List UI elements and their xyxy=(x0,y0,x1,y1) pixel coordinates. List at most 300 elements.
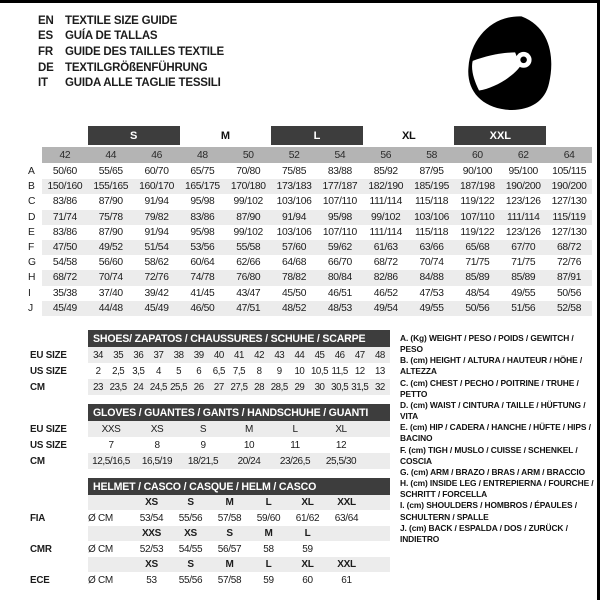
measurement-cell: 115/118 xyxy=(414,196,449,208)
shoes-cell: 10 xyxy=(294,365,305,377)
measurement-cell: 84/88 xyxy=(409,270,455,285)
measurement-row xyxy=(26,301,592,316)
helmet-value-cell: 59 xyxy=(302,543,313,555)
gloves-cell: 12 xyxy=(335,439,347,451)
measurement-row xyxy=(26,270,592,285)
shoes-cell: 37 xyxy=(153,349,164,361)
shoes-cell: 6,5 xyxy=(212,365,225,377)
legend-item: A. (Kg) WEIGHT / PESO / POIDS / GEWITCH / PESO xyxy=(400,333,574,355)
measurement-cell: 52/58 xyxy=(546,301,592,316)
helmet-value-cell: 53 xyxy=(146,574,157,586)
size-header-cell: 54 xyxy=(317,147,363,163)
measurement-cell: 41/45 xyxy=(190,287,215,299)
measurement-cell: 95/98 xyxy=(190,196,215,208)
measurement-cell: 99/102 xyxy=(233,196,263,208)
shoes-row xyxy=(30,347,390,363)
measurement-cell: 107/110 xyxy=(322,196,357,208)
measurement-cell: 55/58 xyxy=(225,240,271,255)
size-group-m: M xyxy=(220,129,230,142)
shoes-cell: 24,5 xyxy=(149,381,167,393)
gloves-cell: L xyxy=(292,423,298,435)
helmet-size-header-row xyxy=(30,557,390,572)
measurement-cell: 99/102 xyxy=(363,210,409,225)
gloves-cell: 18/21,5 xyxy=(187,455,219,467)
section-header-row xyxy=(30,404,390,421)
measurement-cell: 90/100 xyxy=(462,166,493,178)
measurement-cell: 49/54 xyxy=(363,301,409,316)
gloves-cell: 25,5/30 xyxy=(325,455,357,467)
size-header-cell: 58 xyxy=(409,147,455,163)
measurement-cell: 99/102 xyxy=(233,226,263,238)
helmet-size-cell: XS xyxy=(145,497,158,508)
measurement-cell: 127/130 xyxy=(551,196,587,208)
measurement-cell: 187/198 xyxy=(454,179,500,194)
measurement-cell: 83/86 xyxy=(52,196,77,208)
measurement-cell: 57/60 xyxy=(271,240,317,255)
measurement-cell: 173/183 xyxy=(271,179,317,194)
measurement-cell: 56/60 xyxy=(98,257,123,269)
measurement-row xyxy=(26,225,592,240)
measurement-cell: 111/114 xyxy=(369,196,402,208)
row-letter: C xyxy=(28,196,36,208)
helmet-value-cell: 60 xyxy=(302,574,313,586)
measurement-cell: 170/180 xyxy=(225,179,271,194)
helmet-icon xyxy=(460,14,566,112)
measurement-cell: 44/48 xyxy=(88,301,134,316)
guide-title: GUIDE DES TAILLES TEXTILE xyxy=(65,45,224,58)
row-label xyxy=(30,526,88,541)
measurement-cell: 103/106 xyxy=(409,210,455,225)
gloves-title-bar: GLOVES / GUANTES / GANTS / HANDSCHUHE / GUANTI xyxy=(88,404,390,421)
measurement-cell: 35/38 xyxy=(52,287,77,299)
row-letter: G xyxy=(28,257,36,269)
gloves-cell: 20/24 xyxy=(237,455,261,467)
size-group-row xyxy=(26,126,592,145)
measurement-cell: 72/76 xyxy=(557,257,582,269)
measurement-cell: 107/110 xyxy=(454,210,500,225)
measurement-cell: 185/195 xyxy=(409,179,455,194)
helmet-value-cell: 56/57 xyxy=(217,543,242,555)
legend-item: D. (cm) WAIST / CINTURA / TAILLE / HÜFTUNG / VITA xyxy=(400,399,586,422)
helmet-values xyxy=(88,572,390,588)
helmet-size-cell: XXL xyxy=(337,559,356,570)
helmet-standard-row xyxy=(30,541,390,557)
measurement-cell: 177/187 xyxy=(317,179,363,194)
size-header-cell: 60 xyxy=(454,147,500,163)
size-group-xl: XL xyxy=(401,129,416,142)
helmet-size-cell: M xyxy=(225,559,234,570)
size-header-cell: 46 xyxy=(134,147,180,163)
measurement-cell: 95/98 xyxy=(190,226,215,238)
measurement-cell: 95/98 xyxy=(317,210,363,225)
measurement-cell: 60/70 xyxy=(144,166,169,178)
measurement-cell: 45/50 xyxy=(282,287,307,299)
measurement-cell: 45/49 xyxy=(42,301,88,316)
shoes-cell: 26 xyxy=(193,381,204,393)
top-border xyxy=(0,0,600,3)
measurement-cell: 43/47 xyxy=(236,287,261,299)
measurement-cell: 66/70 xyxy=(327,257,352,269)
legend-item: H. (cm) INSIDE LEG / ENTREPIERNA / FOURCHE / SCHRITT / FORCELLA xyxy=(400,478,594,500)
measurement-cell: 165/175 xyxy=(179,179,225,194)
shoes-cell: 11,5 xyxy=(331,365,348,377)
gloves-cell: 7 xyxy=(108,439,114,451)
measurement-cell: 71/74 xyxy=(42,210,88,225)
measurement-cell: 61/63 xyxy=(363,240,409,255)
size-header-cell: 48 xyxy=(179,147,225,163)
size-header-cell: 50 xyxy=(225,147,271,163)
measurement-cell: 48/52 xyxy=(271,301,317,316)
measurement-cell: 72/76 xyxy=(134,270,180,285)
row-letter: D xyxy=(28,211,36,223)
measurement-cell: 83/86 xyxy=(179,210,225,225)
measurement-cell: 48/54 xyxy=(465,287,490,299)
row-label: US SIZE xyxy=(30,439,67,451)
shoes-cell: 23 xyxy=(93,381,103,393)
measurement-cell: 87/95 xyxy=(419,166,444,178)
shoes-cell: 12 xyxy=(354,365,365,377)
measurement-cell: 119/122 xyxy=(460,226,495,238)
shoes-cell: 27 xyxy=(213,381,224,393)
measurement-cell: 190/200 xyxy=(500,179,546,194)
measurement-cell: 190/200 xyxy=(546,179,592,194)
helmet-values xyxy=(88,510,390,526)
helmet-sizes xyxy=(88,557,390,572)
measurement-cell: 79/82 xyxy=(134,210,180,225)
measurement-cell: 49/52 xyxy=(88,240,134,255)
standard-label: ECE xyxy=(30,574,50,586)
measurement-cell: 49/55 xyxy=(511,287,536,299)
measurement-legend xyxy=(400,333,596,545)
measurement-cell: 49/55 xyxy=(409,301,455,316)
legend-item: J. (cm) BACK / ESPALDA / DOS / ZURÜCK / INDIETRO xyxy=(400,522,568,544)
shoes-row xyxy=(30,363,390,379)
measurement-cell: 87/90 xyxy=(225,210,271,225)
measurement-cell: 87/91 xyxy=(546,270,592,285)
helmet-value-cell: 57/58 xyxy=(217,574,242,586)
measurement-cell: 74/78 xyxy=(179,270,225,285)
measurement-cell: 155/165 xyxy=(88,179,134,194)
gloves-cell: 9 xyxy=(200,439,206,451)
measurement-cell: 39/42 xyxy=(144,287,169,299)
measurement-row xyxy=(26,210,592,225)
measurement-cell: 103/106 xyxy=(276,196,312,208)
shoes-cell: 7,5 xyxy=(232,365,246,377)
measurement-cell: 160/170 xyxy=(134,179,180,194)
measurement-cell: 70/74 xyxy=(88,270,134,285)
helmet-size-cell: XXS xyxy=(141,528,162,539)
guide-title: GUIDA ALLE TAGLIE TESSILI xyxy=(65,77,221,90)
measurement-cell: 70/80 xyxy=(236,166,261,178)
helmet-standard-row xyxy=(30,510,390,526)
gloves-cell: 12,5/16,5 xyxy=(92,455,130,467)
measurement-cell: 87/90 xyxy=(98,196,123,208)
gloves-cell: 16,5/19 xyxy=(141,455,173,467)
measurement-cell: 47/50 xyxy=(42,240,88,255)
row-letter: A xyxy=(28,166,35,178)
measurement-cell: 68/72 xyxy=(546,240,592,255)
section-header-row xyxy=(30,478,390,495)
measurement-cell: 107/110 xyxy=(322,226,357,238)
size-header-cell: 56 xyxy=(363,147,409,163)
shoes-cell: 3,5 xyxy=(132,365,145,377)
row-label: US SIZE xyxy=(30,365,67,377)
measurement-cell: 105/115 xyxy=(552,166,587,178)
measurement-cell: 85/92 xyxy=(373,166,398,178)
legend-item: G. (cm) ARM / BRAZO / BRAS / ARM / BRACCIO xyxy=(400,466,586,477)
helmet-size-cell: L xyxy=(265,559,272,570)
helmet-value-cell: 52/53 xyxy=(139,543,164,555)
shoes-cell: 45 xyxy=(314,349,325,361)
row-label: EU SIZE xyxy=(30,349,67,361)
gloves-row xyxy=(30,421,390,437)
shoes-title-bar: SHOES/ ZAPATOS / CHAUSSURES / SCHUHE / SCARPE xyxy=(88,330,390,347)
section-header-row xyxy=(30,330,390,347)
measurement-cell: 48/53 xyxy=(317,301,363,316)
standard-label: FIA xyxy=(30,512,46,524)
measurement-cell: 51/54 xyxy=(134,240,180,255)
language-code: IT xyxy=(38,77,48,90)
size-header-cell: 52 xyxy=(271,147,317,163)
measurement-cell: 50/60 xyxy=(52,166,77,178)
measurement-row xyxy=(26,179,592,194)
row-label: CM xyxy=(30,381,45,393)
row-letter: H xyxy=(28,272,36,284)
legend-item: B. (cm) HEIGHT / ALTURA / HAUTEUR / HÖHE / ALTEZZA xyxy=(400,355,583,377)
shoes-cell: 46 xyxy=(334,349,345,361)
language-row xyxy=(38,75,224,91)
shoes-cell: 42 xyxy=(254,349,265,361)
helmet-value-cell: 53/54 xyxy=(139,512,164,524)
size-group-s: S xyxy=(88,126,180,145)
row-letter: B xyxy=(28,181,35,193)
measurement-row xyxy=(26,194,592,209)
gloves-cell: 11 xyxy=(290,439,300,451)
helmet-title-bar: HELMET / CASCO / CASQUE / HELM / CASCO xyxy=(88,478,390,495)
helmet-size-table xyxy=(30,478,390,588)
shoes-cell: 30,5 xyxy=(331,381,349,393)
measurement-cell: 127/130 xyxy=(551,226,587,238)
measurement-cell: 87/90 xyxy=(98,226,123,238)
shoes-cell: 13 xyxy=(374,365,385,377)
shoes-cell: 44 xyxy=(294,349,305,361)
measurement-cell: 59/62 xyxy=(317,240,363,255)
gloves-values xyxy=(88,453,390,469)
helmet-size-cell: XXL xyxy=(337,497,356,508)
helmet-size-header-row xyxy=(30,495,390,510)
gloves-cell: XS xyxy=(150,423,164,435)
measurement-cell: 91/94 xyxy=(144,196,169,208)
shoes-cell: 43 xyxy=(274,349,285,361)
shoes-cell: 28,5 xyxy=(270,381,288,393)
language-row xyxy=(38,29,224,45)
apparel-size-table xyxy=(26,126,592,316)
helmet-size-header-row xyxy=(30,526,390,541)
row-label xyxy=(30,478,88,495)
measurement-row xyxy=(26,286,592,301)
shoes-cell: 27,5 xyxy=(230,381,248,393)
gloves-cell: 23/26,5 xyxy=(279,455,311,467)
measurement-cell: 123/126 xyxy=(505,226,541,238)
shoes-cell: 30 xyxy=(314,381,325,393)
language-row xyxy=(38,13,224,29)
helmet-value-cell: 61/62 xyxy=(295,512,320,524)
measurement-cell: 71/75 xyxy=(465,257,490,269)
guide-title: TEXTILGRÖßENFÜHRUNG xyxy=(65,61,208,74)
gloves-cell: XL xyxy=(335,423,347,435)
row-letter: E xyxy=(28,226,35,238)
shoes-cell: 4 xyxy=(155,365,161,377)
measurement-cell: 47/51 xyxy=(225,301,271,316)
shoes-cell: 39 xyxy=(193,349,204,361)
helmet-size-cell: L xyxy=(265,497,272,508)
row-label xyxy=(30,557,88,572)
helmet-size-cell: XL xyxy=(301,497,314,508)
letter-gutter xyxy=(26,147,42,163)
language-title-list xyxy=(38,13,224,91)
measurement-row xyxy=(26,164,592,179)
gloves-cell: M xyxy=(245,423,253,435)
measurement-cell: 75/78 xyxy=(88,210,134,225)
measurement-cell: 68/72 xyxy=(42,270,88,285)
measurement-cell: 83/88 xyxy=(327,166,352,178)
language-code: ES xyxy=(38,30,53,43)
measurement-cell: 47/53 xyxy=(419,287,444,299)
shoes-cell: 41 xyxy=(234,349,244,361)
helmet-size-cell: XS xyxy=(145,559,158,570)
standard-label: CMR xyxy=(30,543,52,555)
helmet-sizes xyxy=(88,526,390,541)
measurement-cell: 123/126 xyxy=(505,196,541,208)
guide-title: GUÍA DE TALLAS xyxy=(65,30,158,43)
helmet-sizes xyxy=(88,495,390,510)
gloves-cell: S xyxy=(199,423,207,435)
size-group-l: L xyxy=(271,126,363,145)
shoes-row xyxy=(30,379,390,395)
shoes-cell: 38 xyxy=(173,349,184,361)
size-header-cell: 42 xyxy=(42,147,88,163)
helmet-size-cell: M xyxy=(264,528,273,539)
measurement-cell: 65/75 xyxy=(190,166,215,178)
helmet-size-cell: XS xyxy=(184,528,197,539)
helmet-value-cell: 55/56 xyxy=(178,574,203,586)
gloves-cell: 10 xyxy=(243,439,255,451)
gloves-row xyxy=(30,437,390,453)
helmet-values xyxy=(88,541,390,557)
measurement-cell: 182/190 xyxy=(363,179,409,194)
row-label: CM xyxy=(30,455,45,467)
helmet-size-cell: S xyxy=(187,559,194,570)
language-row xyxy=(38,60,224,76)
legend-item: I. (cm) SHOULDERS / HOMBROS / ÉPAULES / SCHULTERN / SPALLE xyxy=(400,500,577,522)
shoes-cell: 36 xyxy=(133,349,144,361)
helmet-value-cell: 54/55 xyxy=(178,543,203,555)
measurement-cell: 119/122 xyxy=(460,196,495,208)
gloves-values xyxy=(88,437,390,453)
helmet-value-cell: 59/60 xyxy=(256,512,281,524)
helmet-value-cell: 63/64 xyxy=(334,512,359,524)
gloves-cell: 8 xyxy=(154,439,160,451)
measurement-cell: 80/84 xyxy=(317,270,363,285)
helmet-value-cell: 55/56 xyxy=(178,512,203,524)
measurement-cell: 58/62 xyxy=(144,257,169,269)
shoes-cell: 6 xyxy=(196,365,202,377)
shoes-values xyxy=(88,363,390,379)
measurement-cell: 50/56 xyxy=(557,287,582,299)
helmet-value-cell: 57/58 xyxy=(217,512,242,524)
measurement-cell: 71/75 xyxy=(511,257,536,269)
shoes-values xyxy=(88,379,390,395)
measurement-cell: 111/114 xyxy=(369,226,402,238)
measurement-row xyxy=(26,240,592,255)
measurement-cell: 63/66 xyxy=(409,240,455,255)
measurement-cell: 53/56 xyxy=(179,240,225,255)
shoes-cell: 24 xyxy=(133,381,144,393)
helmet-size-cell: M xyxy=(225,497,234,508)
shoes-cell: 40 xyxy=(213,349,224,361)
shoes-cell: 48 xyxy=(374,349,385,361)
guide-title: TEXTILE SIZE GUIDE xyxy=(65,14,178,27)
helmet-size-cell: S xyxy=(187,497,194,508)
shoes-cell: 2 xyxy=(95,365,101,377)
measurement-cell: 60/64 xyxy=(190,257,215,269)
shoes-cell: 29 xyxy=(294,381,305,393)
helmet-size-cell: S xyxy=(226,528,233,539)
language-code: DE xyxy=(38,61,54,74)
gloves-size-table xyxy=(30,404,390,469)
row-label: EU SIZE xyxy=(30,423,67,435)
helmet-value-cell: 58 xyxy=(263,543,274,555)
helmet-value-cell: 61 xyxy=(341,574,352,586)
shoes-cell: 31,5 xyxy=(351,381,369,393)
measurement-cell: 85/89 xyxy=(454,270,500,285)
language-code: FR xyxy=(38,45,53,58)
measurement-cell: 82/86 xyxy=(363,270,409,285)
gloves-row xyxy=(30,453,390,469)
measurement-cell: 115/119 xyxy=(546,210,592,225)
measurement-cell: 91/94 xyxy=(144,226,169,238)
row-label xyxy=(30,404,88,421)
measurement-cell: 51/56 xyxy=(500,301,546,316)
shoes-size-table xyxy=(30,330,390,395)
diameter-unit-label: Ø CM xyxy=(88,512,113,524)
shoes-cell: 28 xyxy=(254,381,265,393)
measurement-cell: 75/85 xyxy=(282,166,307,178)
letter-gutter xyxy=(26,126,42,145)
measurement-cell: 70/74 xyxy=(419,257,444,269)
size-group-xxl: XXL xyxy=(454,126,546,145)
measurement-cell: 150/160 xyxy=(42,179,88,194)
helmet-standard-row xyxy=(30,572,390,588)
shoes-cell: 23,5 xyxy=(109,381,127,393)
measurement-cell: 37/40 xyxy=(98,287,123,299)
measurement-cell: 111/114 xyxy=(500,210,546,225)
measurement-cell: 65/68 xyxy=(454,240,500,255)
size-header-cell: 64 xyxy=(546,147,592,163)
language-row xyxy=(38,44,224,60)
shoes-cell: 34 xyxy=(93,349,103,361)
helmet-size-cell: L xyxy=(304,528,311,539)
shoes-cell: 25,5 xyxy=(170,381,188,393)
gloves-values xyxy=(88,421,390,437)
legend-item: E. (cm) HIP / CADERA / HANCHE / HÜFTE / HIPS / BACINO xyxy=(400,422,591,444)
shoes-cell: 9 xyxy=(276,365,282,377)
measurement-cell: 55/65 xyxy=(98,166,123,178)
measurement-row xyxy=(26,255,592,270)
measurement-cell: 76/80 xyxy=(225,270,271,285)
shoes-cell: 32 xyxy=(374,381,385,393)
shoes-cell: 5 xyxy=(176,365,182,377)
